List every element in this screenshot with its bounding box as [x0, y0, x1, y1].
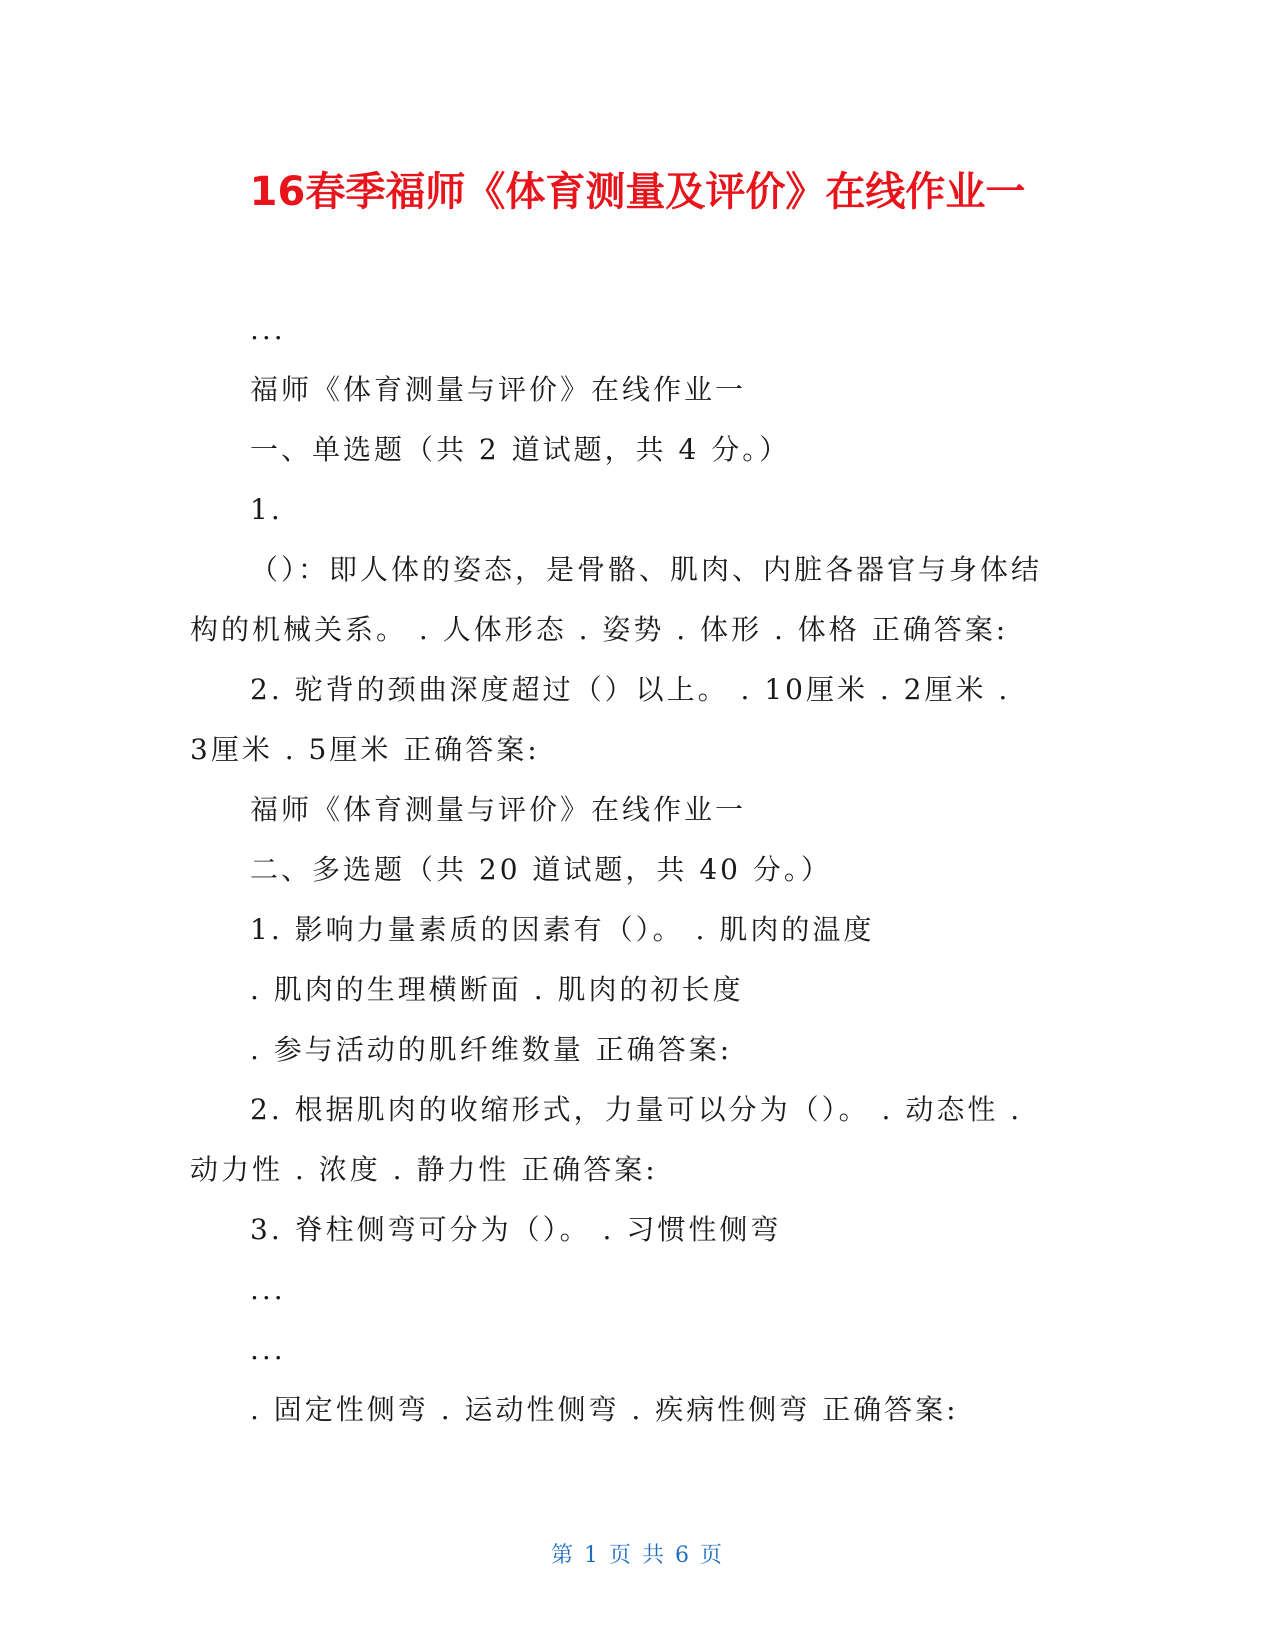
text-line: 1.	[250, 493, 283, 526]
text-line: . 肌肉的生理横断面 . 肌肉的初长度	[250, 973, 744, 1006]
document-title: 16春季福师《体育测量及评价》在线作业一	[249, 169, 1026, 215]
text-line: . 固定性侧弯 . 运动性侧弯 . 疾病性侧弯 正确答案:	[250, 1393, 959, 1426]
text-line: （）：即人体的姿态，是骨骼、肌肉、内脏各器官与身体结	[250, 553, 1043, 586]
text-line: 福师《体育测量与评价》在线作业一	[250, 373, 747, 406]
text-line: ...	[250, 1273, 286, 1306]
text-line: 2. 驼背的颈曲深度超过（）以上。 . 10厘米 . 2厘米 .	[250, 673, 1011, 706]
text-line: ...	[250, 313, 286, 346]
text-line: 3. 脊柱侧弯可分为（）。 . 习惯性侧弯	[250, 1213, 782, 1246]
page-footer: 第 1 页 共 6 页	[551, 1543, 724, 1568]
text-line: 2. 根据肌肉的收缩形式，力量可以分为（）。 . 动态性 .	[250, 1093, 1023, 1126]
text-line: 构的机械关系。 . 人体形态 . 姿势 . 体形 . 体格 正确答案:	[190, 613, 1009, 646]
text-line: 二、多选题（共 20 道试题，共 40 分。）	[250, 853, 832, 886]
text-line: 福师《体育测量与评价》在线作业一	[250, 793, 747, 826]
text-line: 1. 影响力量素质的因素有（）。 . 肌肉的温度	[250, 913, 875, 946]
text-line: 3厘米 . 5厘米 正确答案:	[190, 733, 540, 766]
text-line: 一、单选题（共 2 道试题，共 4 分。）	[250, 433, 791, 466]
text-line: ...	[250, 1333, 286, 1366]
text-line: 动力性 . 浓度 . 静力性 正确答案:	[190, 1153, 658, 1186]
text-line: . 参与活动的肌纤维数量 正确答案:	[250, 1033, 733, 1066]
document-body	[190, 300, 1090, 1440]
